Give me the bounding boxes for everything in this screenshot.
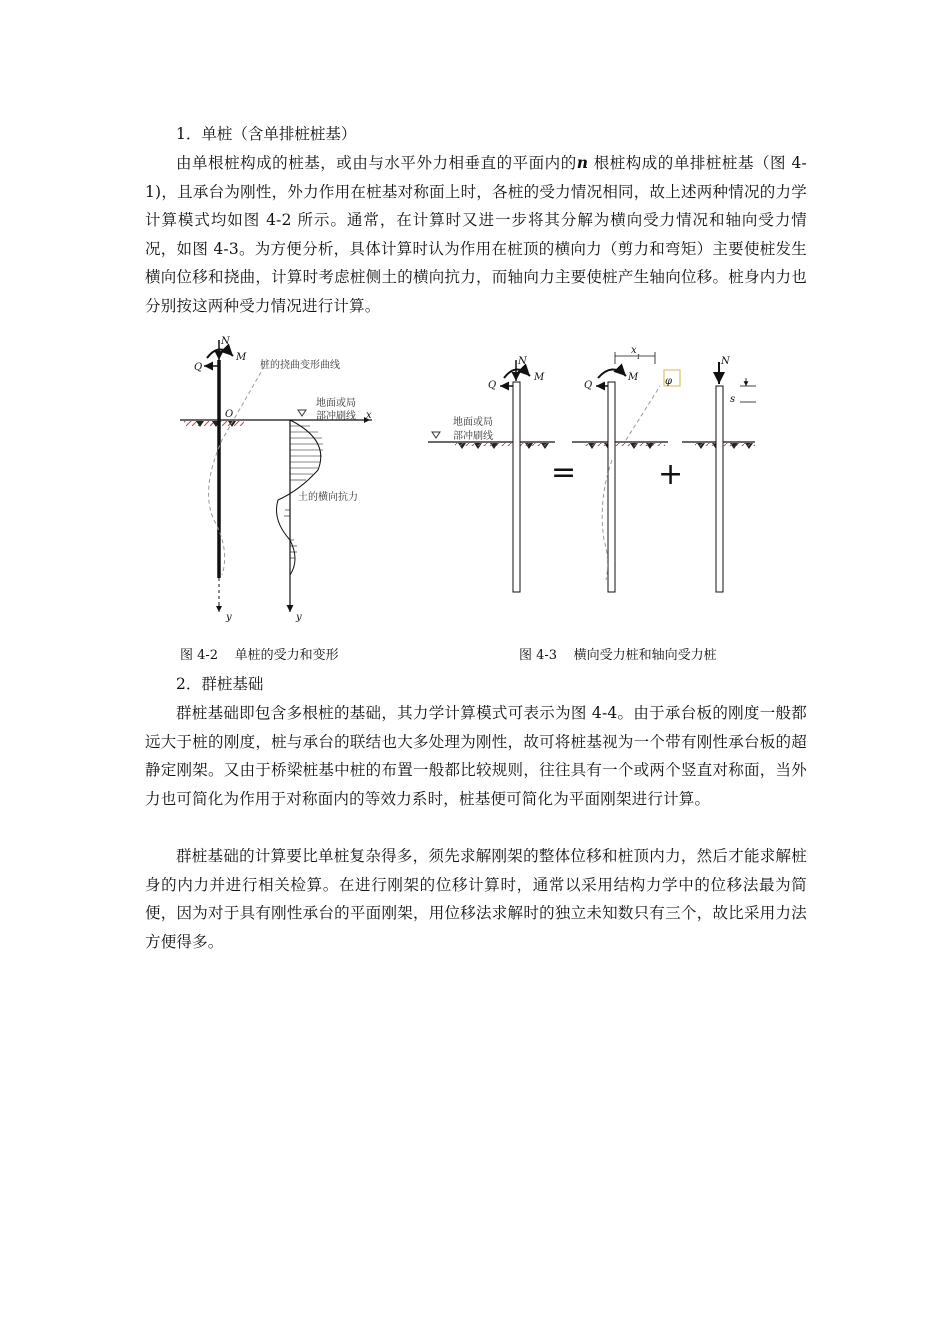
fig42-label-soil: 土的横向抗力 [298,492,358,503]
p1-text-after: 根桩构成的单排桩桩基（图 4-1)，且承台为刚性，外力作用在桩基对称面上时，各桩的受力情况相同，故上述两种情况的力学计算模式均如图 4-2 所示。通常，在计算时又进一步将其分解为横向受力情况和轴向受力情况，如图 4-3。为方便分析，具体计算时认为作用在桩顶的横向力（剪力和弯矩）主要使桩发生横向位移和挠曲，计算时考虑桩侧土的横向抗力，而轴向力主要使桩产生轴向位移。桩身内力也分别按这两种受力情况进行计算。 [145,154,807,315]
fig42-label-ground-2: 部冲刷线 [316,411,356,422]
p1-text-before: 由单根桩构成的桩基，或由与水平外力相垂直的平面内的 [176,154,577,172]
fig43-plus-sign: + [658,457,684,492]
fig42-N: N [221,336,230,347]
fig42-ground-symbol [298,410,306,416]
figure-4-2 [180,336,372,623]
fig42-Q: Q [194,362,203,373]
fig42-x: x [366,410,372,421]
fig42-y1: y [226,612,232,623]
section-1-heading: 1．单桩（含单排桩桩基） [176,125,357,143]
fig42-y2: y [296,612,302,623]
fig43-N3: N [721,356,730,367]
fig42-O: O [225,409,234,420]
fig43-pile-1 [513,382,520,592]
fig42-label-curve: 桩的挠曲变形曲线 [260,360,340,371]
fig43-Q2: Q [584,380,593,391]
fig43-pile-3 [716,386,723,592]
fig43-x1: $x_1$ [631,345,641,361]
fig43-phi: φ [665,376,673,387]
fig43-pile-2 [608,382,615,592]
figure-4-3 [428,345,756,592]
fig43-label-ground-2: 部冲刷线 [453,431,493,442]
p1-variable-n: n [576,153,589,172]
section-2-paragraph-2: 群桩基础的计算要比单桩复杂得多，须先求解刚架的整体位移和桩顶内力，然后才能求解桩身的内力并进行相关检算。在进行刚架的位移计算时，通常以采用结构力学中的位移法最为简便，因为对于具有刚性承台的平面刚架，用位移法求解时的独立未知数只有三个，故比采用力法方便得多。 [145,847,807,951]
figure-4-2-caption: 图 4-2 单桩的受力和变形 [180,648,339,663]
fig42-moment-arrow [207,349,233,358]
fig42-label-ground-1: 地面或局 [316,398,356,409]
section-2-heading: 2．群桩基础 [176,675,264,693]
figure-4-3-caption: 图 4-3 横向受力桩和轴向受力桩 [519,648,717,663]
fig43-M2: M [628,372,639,383]
section-2-paragraph-1: 群桩基础即包含多根桩的基础，其力学计算模式可表示为图 4-4。由于承台板的刚度一般都远大于桩的刚度，桩与承台的联结也大多处理为刚性，故可将桩基视为一个带有刚性承台板的超静定刚架。又由于桥梁桩基中桩的布置一般都比较规则，往往具有一个或两个竖直对称面，当外力也可简化为作用于对称面内的等效力系时，桩基便可简化为平面刚架进行计算。 [145,704,807,808]
fig42-soil-marks [196,421,236,427]
fig43-Q1: Q [488,380,497,391]
fig43-s: s [730,394,736,405]
fig43-equals-sign: = [551,455,577,490]
fig43-M1: M [534,372,545,383]
fig42-M: M [236,352,247,363]
fig43-label-ground-1: 地面或局 [453,417,493,428]
fig43-N1: N [518,356,527,367]
fig43-ground-symbol [432,432,440,438]
